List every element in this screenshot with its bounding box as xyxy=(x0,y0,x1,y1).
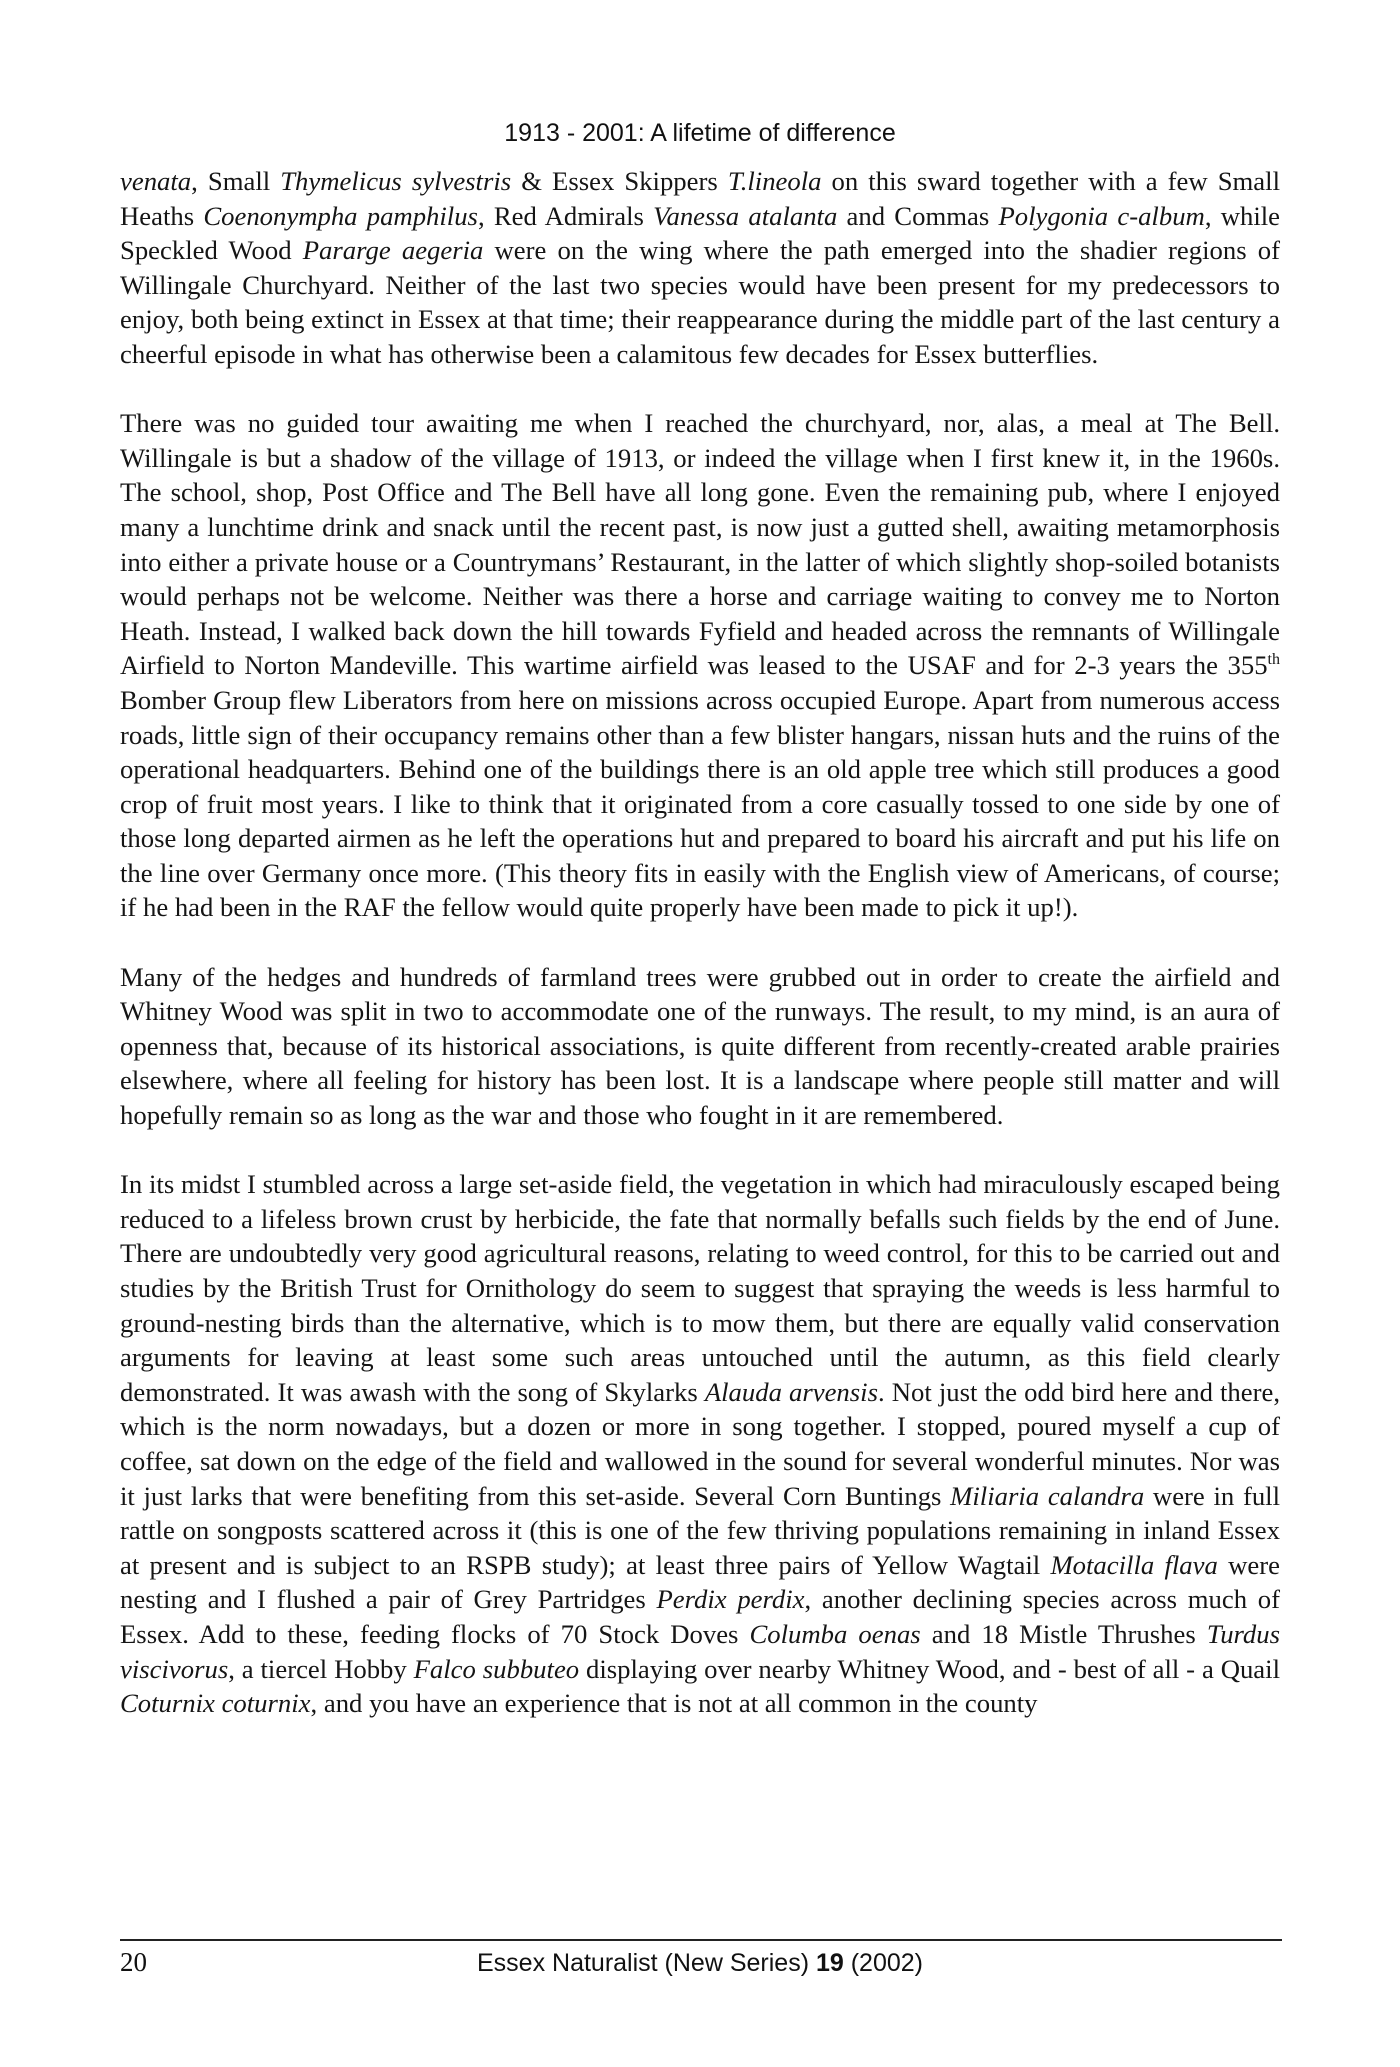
text-run: on this sward together with a few Small Heaths xyxy=(120,166,1280,231)
text-run: Bomber Group flew Liberators from here on missions across occupied Europe. Apart from numerous access roads, little sign of their occupancy remains other than a few blister hangars, nissan huts and the ruins of the operational headquarters. Behind one of the buildings there is an old apple tree which still produces a good crop of fruit most years. I like to think that it originated from a core casually tossed to one side by one of those long departed airmen as he left the operations hut and prepared to board his aircraft and put his life on the line over Germany once more. (This theory fits in easily with the English view of Americans, of course; if he had been in the RAF the fellow would quite properly have been made to pick it up!). xyxy=(120,684,1280,923)
running-header: 1913 - 2001: A lifetime of difference xyxy=(504,119,896,147)
footer-rule xyxy=(120,1939,1282,1941)
species-name: Coturnix coturnix xyxy=(120,1688,311,1719)
article-body xyxy=(120,164,1280,1721)
species-name: Vanessa atalanta xyxy=(653,200,838,231)
species-name: Perdix perdix xyxy=(656,1584,805,1615)
species-name: T.lineola xyxy=(727,166,822,196)
species-name: Pararge aegeria xyxy=(302,235,484,266)
journal-year: (2002) xyxy=(843,1949,923,1977)
species-name: Alauda arvensis xyxy=(704,1376,878,1407)
text-run: , another declining species across much of Essex. Add to these, feeding flocks of 70 Stock Doves xyxy=(120,1584,1280,1649)
text-run: , while Speckled Wood xyxy=(120,200,1280,266)
text-run: , and you have an experience that is not at all common in the county xyxy=(310,1688,1038,1719)
text-run: , a tiercel Hobby xyxy=(228,1653,414,1684)
text-run: and Commas xyxy=(837,200,999,231)
species-name: Polygonia c-album xyxy=(998,200,1205,231)
journal-name: Essex Naturalist (New Series) xyxy=(476,1949,816,1977)
species-name: Columba oenas xyxy=(749,1618,921,1649)
journal-citation xyxy=(0,1949,1400,1978)
paragraph xyxy=(120,406,1280,925)
text-run: and 18 Mistle Thrushes xyxy=(920,1618,1207,1649)
species-name: Turdus viscivorus xyxy=(120,1618,1281,1684)
text-run: , Red Admirals xyxy=(477,200,654,231)
paragraph xyxy=(120,1167,1280,1721)
species-name: venata xyxy=(120,166,192,196)
text-run: In its midst I stumbled across a large set-aside field, the vegetation in which had miraculously escaped being reduced to a lifeless brown crust by herbicide, the fate that normally befalls such fields by the end of June. There are undoubtedly very good agricultural reasons, relating to weed control, for this to be carried out and studies by the British Trust for Ornithology do seem to suggest that spraying the weeds is less harmful to ground-nesting birds than the alternative, which is to mow them, but there are equally valid conservation arguments for leaving at least some such areas untouched until the autumn, as this field clearly demonstrated. It was awash with the song of Skylarks xyxy=(120,1169,1280,1407)
text-run: were nesting and I flushed a pair of Grey Partridges xyxy=(120,1549,1280,1615)
species-name: Motacilla flava xyxy=(1050,1549,1218,1580)
species-name: Coenonympha pamphilus xyxy=(203,200,478,231)
species-name: Falco subbuteo xyxy=(413,1653,580,1684)
text-run: , Small xyxy=(191,166,281,196)
text-run: & Essex Skippers xyxy=(511,166,728,196)
text-run: were on the wing where the path emerged into the shadier regions of Willingale Churchyard. Neither of the last two species would have been present for my predecessors to enjoy, both being extinct in Essex at that time; their reappearance during the middle part of the last century a cheerful episode in what has otherwise been a calamitous few decades for Essex butterflies. xyxy=(120,235,1280,369)
text-run: were in full rattle on songposts scattered across it (this is one of the few thriving populations remaining in inland Essex at present and is subject to an RSPB study); at least three pairs of Yellow Wagtail xyxy=(120,1480,1281,1580)
ordinal-suffix: th xyxy=(1267,651,1280,669)
text-run: displaying over nearby Whitney Wood, and - best of all - a Quail xyxy=(579,1653,1280,1684)
text-run: There was no guided tour awaiting me when I reached the churchyard, nor, alas, a meal at The Bell. Willingale is but a shadow of the village of 1913, or indeed the village when I first knew it, in the 1960s. The school, shop, Post Office and The Bell have all long gone. Even the remaining pub, where I enjoyed many a lunchtime drink and snack until the recent past, is now just a gutted shell, awaiting metamorphosis into either a private house or a Countrymans’ Restaurant, in the latter of which slightly shop-soiled botanists would perhaps not be welcome. Neither was there a horse and carriage waiting to convey me to Norton Heath. Instead, I walked back down the hill towards Fyfield and headed across the remnants of Willingale Airfield to Norton Mandeville. This wartime airfield was leased to the USAF and for 2-3 years the 355 xyxy=(120,408,1280,681)
species-name: Miliaria calandra xyxy=(950,1480,1145,1511)
paragraph xyxy=(120,960,1280,1133)
text-run: Many of the hedges and hundreds of farmland trees were grubbed out in order to create the airfield and Whitney Wood was split in two to accommodate one of the runways. The result, to my mind, is an aura of openness that, because of its historical associations, is quite different from recently-created arable prairies elsewhere, where all feeling for history has been lost. It is a landscape where people still matter and will hopefully remain so as long as the war and those who fought in it are remembered. xyxy=(120,961,1280,1131)
paragraph xyxy=(120,164,1280,372)
journal-volume: 19 xyxy=(815,1949,844,1977)
species-name: Thymelicus sylvestris xyxy=(280,166,512,196)
page-number: 20 xyxy=(120,1947,147,1977)
text-run: . Not just the odd bird here and there, which is the norm nowadays, but a dozen or more in song together. I stopped, poured myself a cup of coffee, sat down on the edge of the field and wallowed in the sound for several wonderful minutes. Nor was it just larks that were benefiting from this set-aside. Several Corn Buntings xyxy=(120,1376,1281,1511)
